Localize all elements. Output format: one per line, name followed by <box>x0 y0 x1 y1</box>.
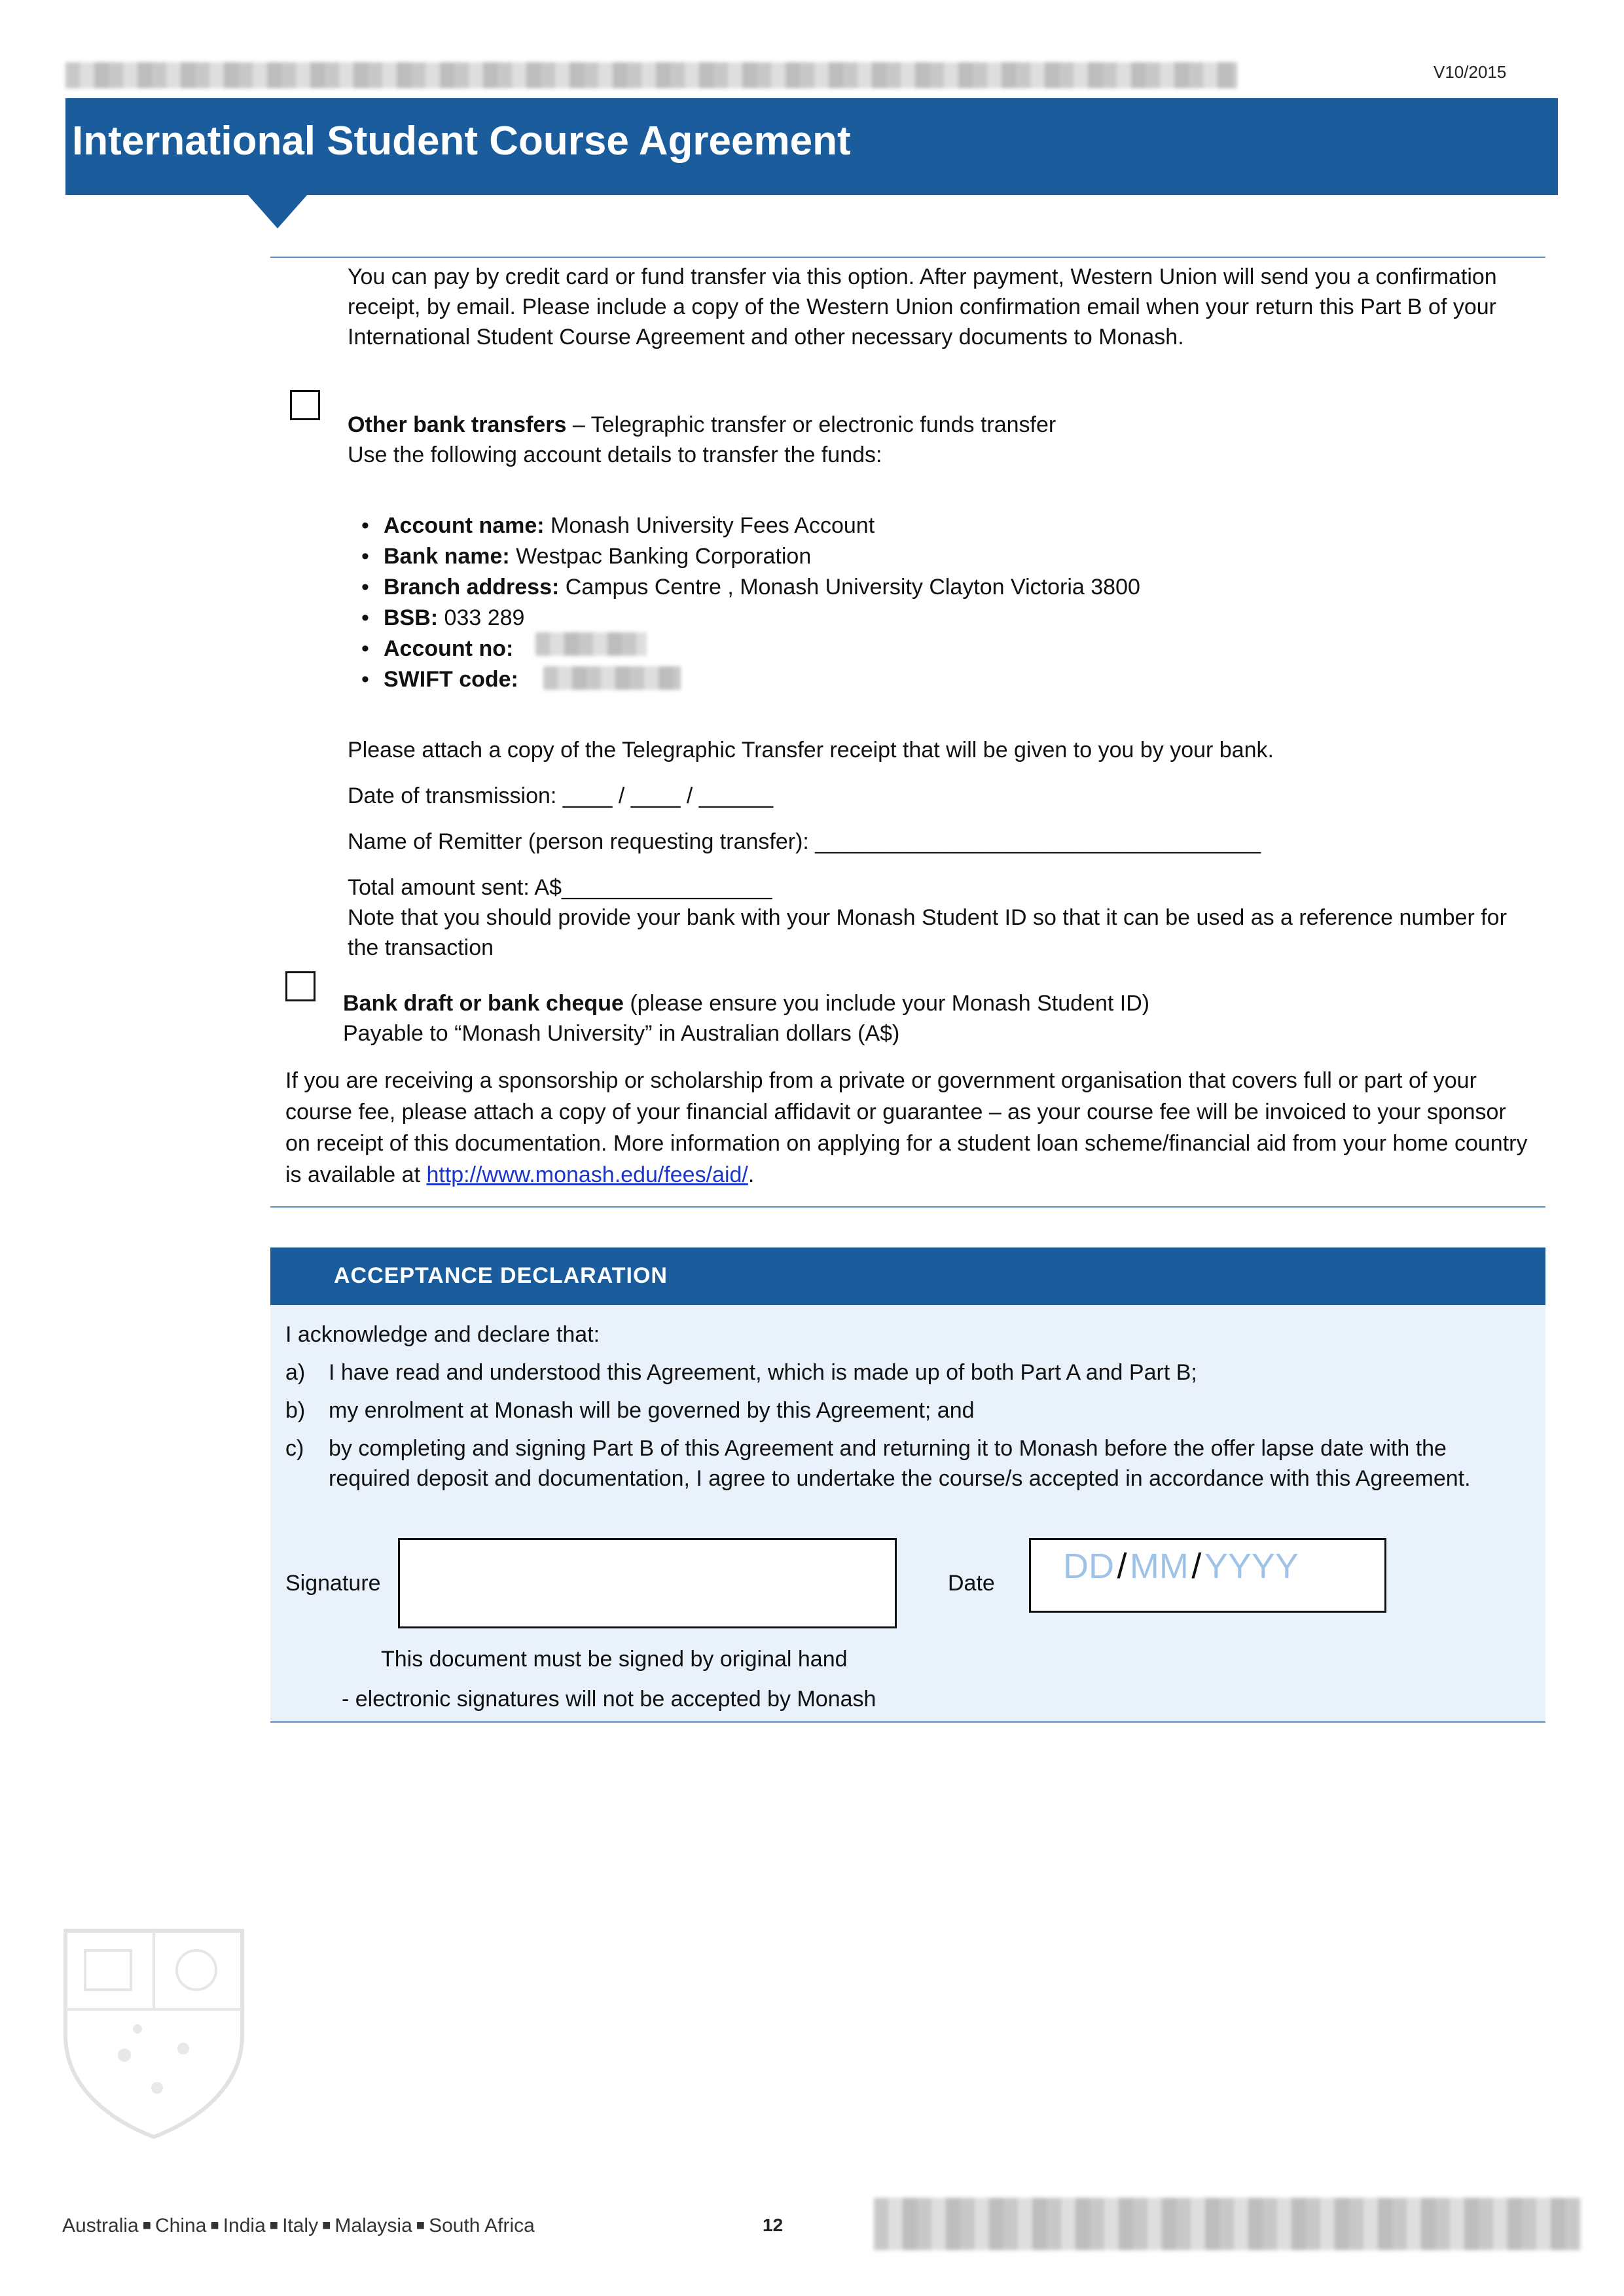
bank-draft-heading: Bank draft or bank cheque <box>343 991 624 1016</box>
footer-country: Malaysia <box>334 2215 412 2236</box>
bank-name-item <box>384 541 811 572</box>
footer-country: China <box>155 2215 207 2236</box>
other-bank-transfers-checkbox[interactable] <box>290 390 320 420</box>
date-of-transmission-field[interactable]: Date of transmission: ____ / ____ / ______ <box>348 783 774 808</box>
other-bank-heading-rest: – Telegraphic transfer or electronic funds transfer <box>566 412 1056 437</box>
date-placeholder <box>1063 1546 1299 1587</box>
footer-country: Italy <box>282 2215 319 2236</box>
branch-address-label: Branch address: <box>384 575 560 600</box>
branch-address-value: Campus Centre , Monash University Clayton Victoria 3800 <box>559 575 1140 600</box>
other-bank-heading: Other bank transfers <box>348 412 567 437</box>
footer-country: India <box>223 2215 266 2236</box>
declaration-item-b-marker: b) <box>285 1398 306 1423</box>
bsb-value: 033 289 <box>438 605 525 630</box>
bank-name-value: Westpac Banking Corporation <box>509 544 812 569</box>
other-bank-heading-line <box>348 410 1519 440</box>
branch-address-item <box>384 572 1140 603</box>
signature-note-line1: This document must be signed by original hand <box>381 1647 848 1672</box>
redacted-header-bar <box>65 62 1237 88</box>
account-name-item <box>384 511 875 541</box>
other-bank-subline: Use the following account details to transfer the funds: <box>348 442 882 467</box>
total-amount-field[interactable]: Total amount sent: A$_________________ <box>348 875 772 900</box>
sponsorship-after-link: . <box>748 1162 755 1187</box>
bank-draft-payable: Payable to “Monash University” in Australian dollars (A$) <box>343 1021 900 1046</box>
declaration-item-a-text: I have read and understood this Agreement, which is made up of both Part A and Part B; <box>329 1360 1197 1385</box>
bank-draft-heading-line <box>343 988 1149 1018</box>
financial-aid-link[interactable]: http://www.monash.edu/fees/aid/ <box>426 1162 748 1187</box>
footer-separator: ■ <box>210 2217 219 2233</box>
bsb-item <box>384 603 524 634</box>
footer-separator: ■ <box>322 2217 331 2233</box>
bank-name-label: Bank name: <box>384 544 510 569</box>
signature-box[interactable] <box>398 1538 897 1628</box>
bsb-label: BSB: <box>384 605 439 630</box>
date-separator-2: / <box>1191 1547 1202 1586</box>
declaration-bottom-rule <box>270 1721 1545 1723</box>
western-union-paragraph: You can pay by credit card or fund transfer via this option. After payment, Western Union will send you a confirmation receipt, by email. Please include a copy of the Western Union confirmation email when your return this Part B of your International Student Course Agreement and other necessary documents to Monash. <box>348 264 1497 350</box>
declaration-intro: I acknowledge and declare that: <box>285 1322 600 1347</box>
date-dd: DD <box>1063 1547 1114 1586</box>
footer-separator: ■ <box>416 2217 425 2233</box>
section-divider-top <box>270 257 1545 258</box>
signature-note-line2: - electronic signatures will not be accepted by Monash <box>342 1687 876 1712</box>
account-name-label: Account name: <box>384 513 545 538</box>
declaration-item-c-marker: c) <box>285 1436 304 1461</box>
redacted-swift-code <box>543 666 681 690</box>
date-mm: MM <box>1129 1547 1189 1586</box>
footer-separator: ■ <box>142 2217 152 2233</box>
tt-receipt-note: Please attach a copy of the Telegraphic Transfer receipt that will be given to you by your bank. <box>348 738 1274 762</box>
banner-notch <box>247 194 308 228</box>
footer-country: Australia <box>62 2215 139 2236</box>
footer-country-list <box>62 2215 535 2237</box>
page-number: 12 <box>763 2215 784 2235</box>
declaration-item-b-text: my enrolment at Monash will be governed by this Agreement; and <box>329 1398 975 1423</box>
declaration-item-a-marker: a) <box>285 1360 306 1385</box>
date-separator-1: / <box>1117 1547 1127 1586</box>
swift-code-label: SWIFT code: <box>384 667 518 692</box>
account-no-item <box>384 634 513 664</box>
declaration-item-c-text: by completing and signing Part B of this Agreement and returning it to Monash before the offer lapse date with the required deposit and documentation, I agree to undertake the course/s accepted in accordance with this Agreement. <box>329 1436 1471 1491</box>
bank-draft-heading-rest: (please ensure you include your Monash Student ID) <box>623 991 1150 1016</box>
version-label: V10/2015 <box>1434 62 1507 82</box>
account-no-label: Account no: <box>384 636 514 661</box>
footer-country: South Africa <box>429 2215 535 2236</box>
signature-label: Signature <box>285 1571 381 1596</box>
footer-separator: ■ <box>269 2217 279 2233</box>
reference-note: Note that you should provide your bank with your Monash Student ID so that it can be used as a reference number for the transaction <box>348 905 1507 960</box>
sponsorship-text: If you are receiving a sponsorship or scholarship from a private or government organisation that covers full or part of your course fee, please attach a copy of your financial affidavit or guarantee – as your course fee will be invoiced to your sponsor on receipt of this documentation. More information on applying for a student loan scheme/financial aid from your home country is available at <box>285 1068 1528 1187</box>
swift-code-item <box>384 664 518 695</box>
bank-draft-checkbox[interactable] <box>285 971 316 1001</box>
redacted-account-number <box>535 632 647 656</box>
account-name-value: Monash University Fees Account <box>544 513 875 538</box>
page-title: International Student Course Agreement <box>72 118 851 164</box>
redacted-footer-bar <box>874 2198 1581 2250</box>
declaration-title: ACCEPTANCE DECLARATION <box>334 1263 668 1288</box>
date-label: Date <box>948 1571 995 1596</box>
university-crest-icon <box>59 1924 249 2140</box>
date-yyyy: YYYY <box>1204 1547 1299 1586</box>
section-divider-bottom <box>270 1206 1545 1208</box>
sponsorship-paragraph <box>285 1065 1529 1191</box>
remitter-name-field[interactable]: Name of Remitter (person requesting transfer): ____________________________________ <box>348 829 1261 854</box>
